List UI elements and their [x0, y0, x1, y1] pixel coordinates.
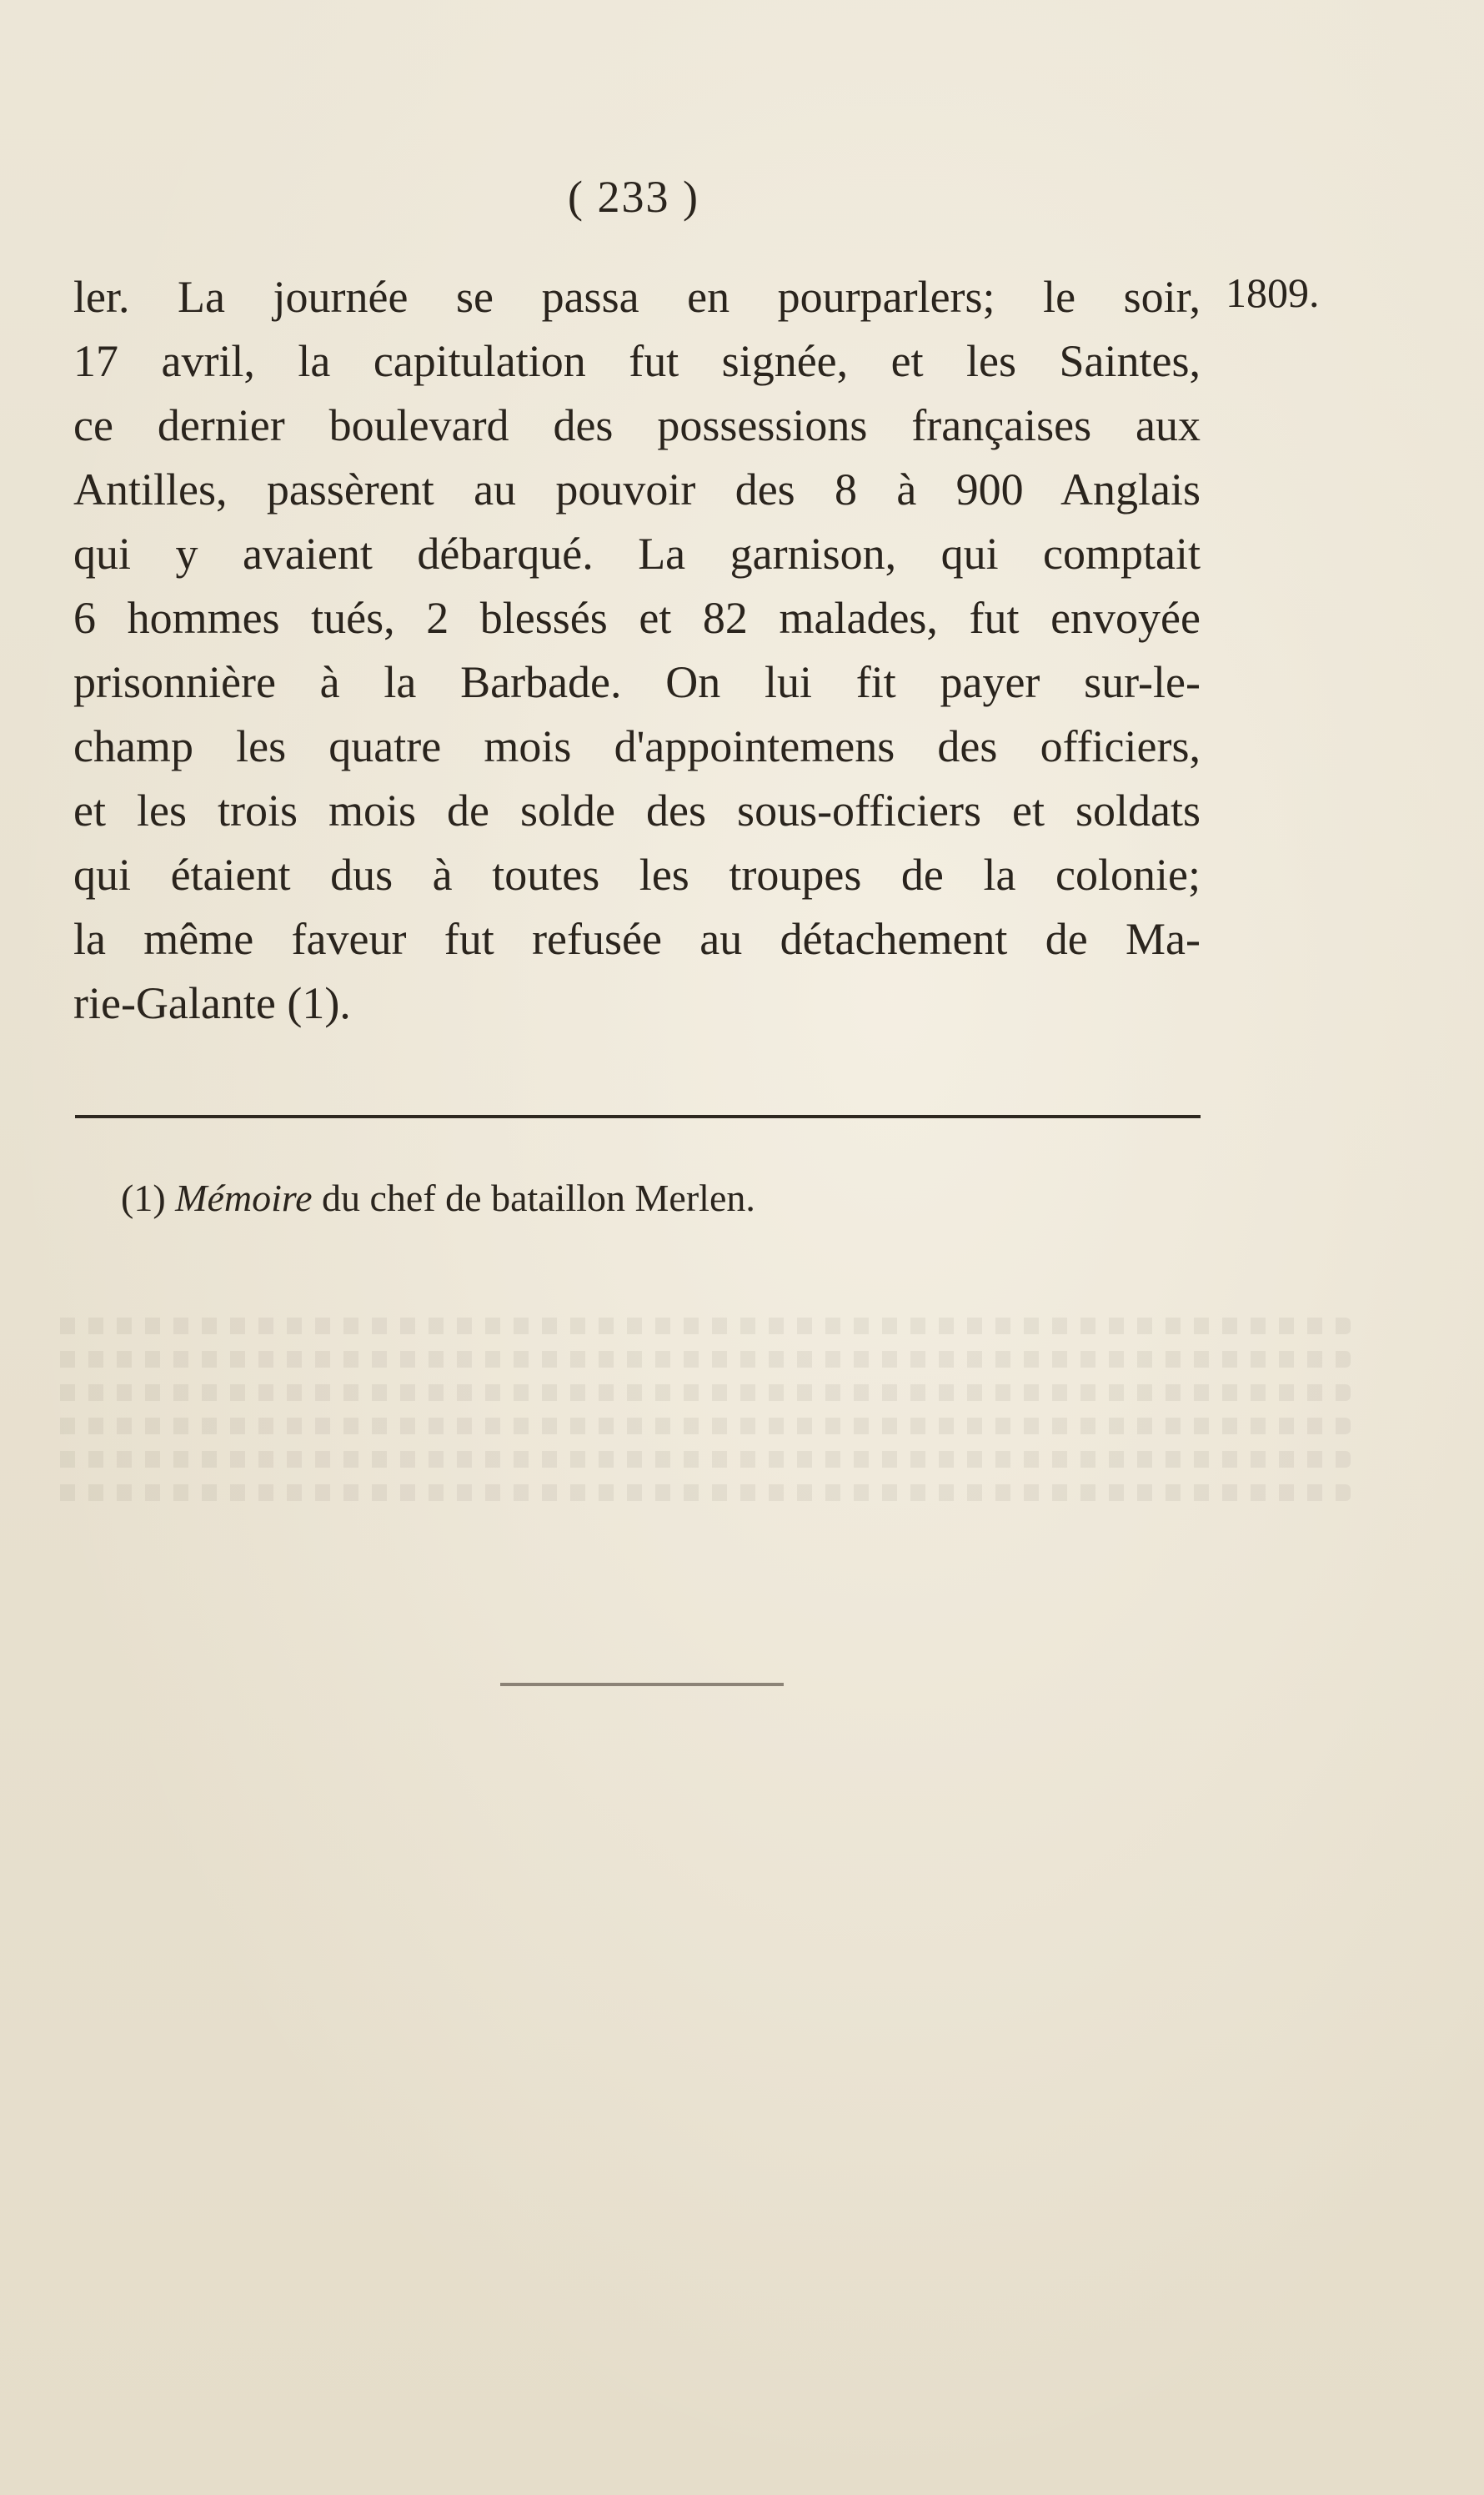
show-through-texture: [50, 1301, 1351, 1968]
text-line: ce dernier boulevard des possessions françaises aux: [73, 400, 1201, 450]
text-line: Antilles, passèrent au pouvoir des 8 à 900 Anglais: [73, 464, 1201, 515]
text-line: champ les quatre mois d'appointemens des officiers,: [73, 721, 1201, 771]
text-line: qui y avaient débarqué. La garnison, qui comptait: [73, 529, 1201, 579]
body-text: [73, 265, 1201, 1036]
text-line: qui étaient dus à toutes les troupes de la colonie;: [73, 850, 1201, 900]
footnote-marker: (1): [121, 1177, 166, 1219]
footnote: [121, 1176, 755, 1220]
text-line: 6 hommes tués, 2 blessés et 82 malades, fut envoyée: [73, 593, 1201, 643]
footnote-italic-title: Mémoire: [175, 1177, 313, 1219]
text-line: la même faveur fut refusée au détachement de Ma-: [73, 914, 1201, 964]
margin-year-note: 1809.: [1226, 269, 1320, 316]
text-line: prisonnière à la Barbade. On lui fit payer sur-le-: [73, 657, 1201, 707]
footnote-separator-rule: [75, 1115, 1201, 1118]
page-number-header: ( 233 ): [568, 172, 699, 222]
text-line-last: rie-Galante (1).: [73, 978, 351, 1028]
show-through-rule: [500, 1683, 784, 1686]
footnote-text: du chef de bataillon Merlen.: [322, 1177, 755, 1219]
text-line: 17 avril, la capitulation fut signée, et les Saintes,: [73, 336, 1201, 386]
text-line: ler. La journée se passa en pourparlers; le soir,: [73, 272, 1201, 322]
text-line: et les trois mois de solde des sous-officiers et soldats: [73, 786, 1201, 836]
